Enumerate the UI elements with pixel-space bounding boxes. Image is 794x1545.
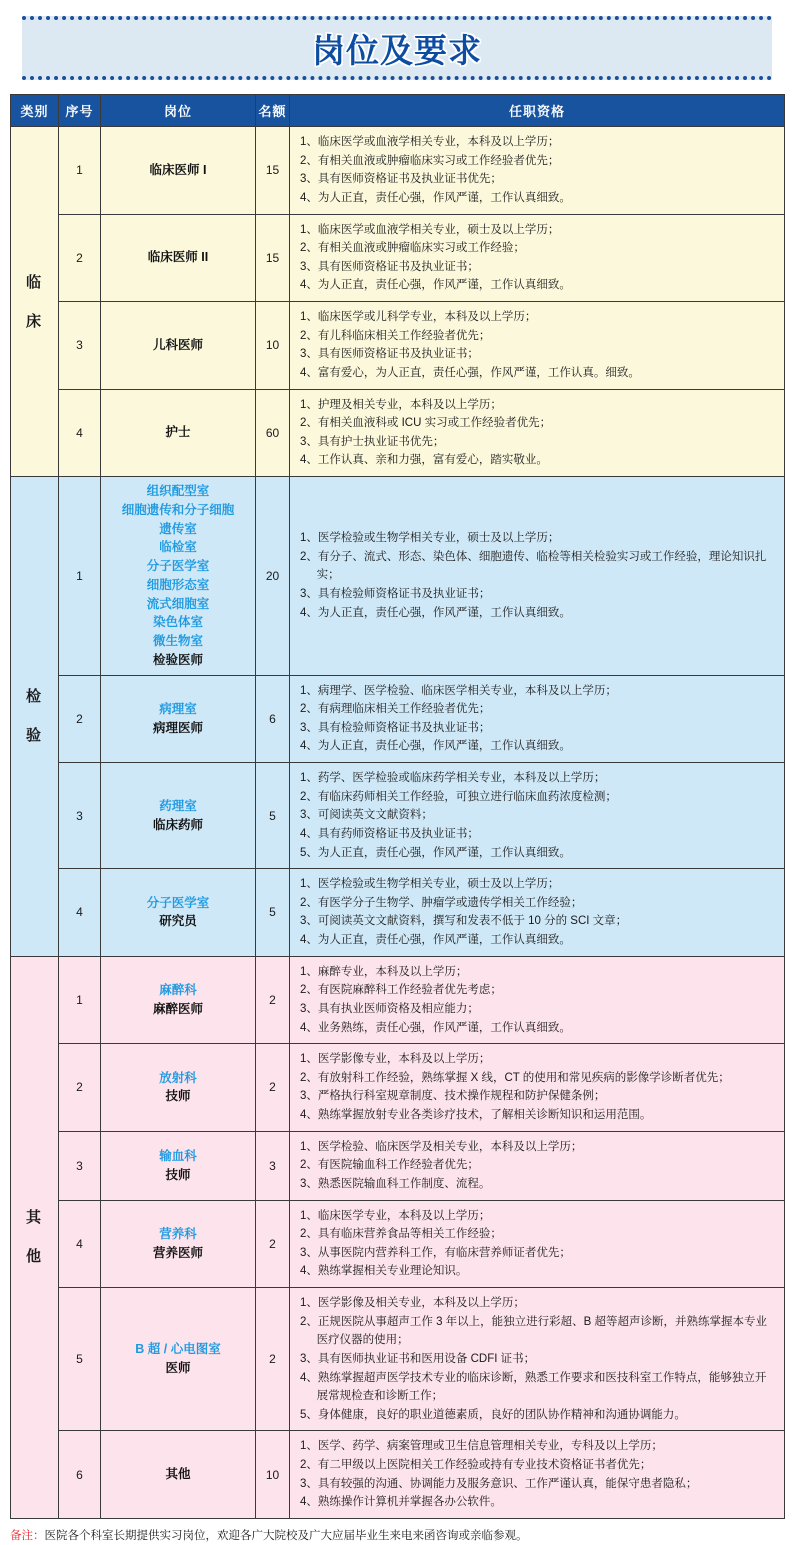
- requirements-cell: [290, 1431, 785, 1519]
- table-row: [11, 1200, 785, 1288]
- requirement-line: 3、从事医院内营养科工作，有临床营养师证者优先；: [300, 1246, 571, 1259]
- quota-cell: 10: [256, 1431, 290, 1519]
- requirement-line: 5、为人正直，责任心强，作风严谨，工作认真细致。: [300, 846, 571, 859]
- position-cell: [101, 477, 256, 676]
- banner-inner: [22, 16, 772, 80]
- requirement-line: 1、医学、药学、病案管理或卫生信息管理相关专业，专科及以上学历；: [300, 1440, 663, 1453]
- quota-cell: 10: [256, 302, 290, 390]
- position-department: 病理室: [159, 702, 197, 716]
- banner: [10, 16, 784, 80]
- requirement-line: 2、有医院麻醉科工作经验者优先考虑；: [300, 984, 502, 997]
- header-index: 序号: [59, 95, 101, 127]
- position-department: 分子医学室: [146, 559, 210, 573]
- requirement-line: 5、身体健康，良好的职业道德素质，良好的团队协作精神和沟通协调能力。: [300, 1408, 686, 1421]
- requirement-line: 4、工作认真、亲和力强，富有爱心，踏实敬业。: [300, 454, 548, 467]
- table-row: [11, 675, 785, 763]
- position-role: 检验医师: [152, 652, 203, 667]
- requirement-line: 1、医学检验或生物学相关专业，硕士及以上学历；: [300, 532, 560, 545]
- requirement-line: 3、具有医师执业证书和医用设备 CDFI 证书；: [300, 1352, 536, 1365]
- requirement-line: 2、有相关血液或肿瘤临床实习或工作经验；: [300, 242, 525, 255]
- requirement-line: 3、具有执业医师资格及相应能力；: [300, 1002, 479, 1015]
- row-index: 3: [59, 302, 101, 390]
- quota-cell: 6: [256, 675, 290, 763]
- requirements-cell: [290, 1131, 785, 1200]
- table-row: [11, 956, 785, 1044]
- table-row: [11, 389, 785, 477]
- position-role: 护士: [165, 425, 191, 440]
- requirement-line: 4、具有药师资格证书及执业证书；: [300, 827, 479, 840]
- quota-cell: 2: [256, 1200, 290, 1288]
- requirement-line: 2、有医院输血科工作经验者优先；: [300, 1159, 479, 1172]
- position-department: 染色体室: [152, 615, 203, 630]
- position-department: 临检室: [159, 540, 197, 555]
- category-char: 他: [25, 1248, 43, 1266]
- category-char: 其: [25, 1209, 43, 1227]
- requirement-line: 4、为人正直，责任心强，作风严谨，工作认真细致。: [300, 934, 571, 946]
- requirements-cell: [290, 675, 785, 763]
- requirements-cell: [290, 1200, 785, 1288]
- requirement-line: 1、医学影像及相关专业，本科及以上学历；: [300, 1297, 525, 1309]
- requirement-line: 4、为人正直，责任心强，作风严谨，工作认真细致。: [300, 606, 571, 619]
- table-row: [11, 869, 785, 957]
- requirement-line: 1、临床医学或血液学相关专业，硕士及以上学历；: [300, 223, 560, 236]
- requirements-cell: [290, 869, 785, 957]
- table-row: [11, 763, 785, 869]
- position-department: 营养科: [159, 1227, 197, 1241]
- requirement-line: 3、具有较强的沟通、协调能力及服务意识、工作严谨认真，能保守患者隐私；: [300, 1477, 698, 1490]
- requirement-line: 2、有儿科临床相关工作经验者优先；: [300, 329, 491, 342]
- page-root: [0, 16, 794, 1545]
- requirement-line: 2、有放射科工作经验，熟练掌握 X 线，CT 的使用和常见疾病的影像学诊断者优先；: [300, 1071, 730, 1084]
- requirements-cell: [290, 127, 785, 215]
- footer-note: [10, 1528, 784, 1545]
- footer-note-label: 备注：: [10, 1529, 45, 1542]
- quota-cell: 2: [256, 1044, 290, 1132]
- position-role: 儿科医师: [152, 337, 203, 352]
- requirement-line: 2、具有临床营养食品等相关工作经验；: [300, 1228, 502, 1241]
- row-index: 5: [59, 1288, 101, 1431]
- quota-cell: 5: [256, 763, 290, 869]
- requirement-line: 1、药学、医学检验或临床药学相关专业，本科及以上学历；: [300, 772, 606, 784]
- position-department: 细胞遗传和分子细胞: [121, 502, 235, 517]
- requirement-line: 4、为人正直，责任心强，作风严谨，工作认真细致。: [300, 279, 571, 292]
- requirement-line: 1、护理及相关专业，本科及以上学历；: [300, 398, 502, 411]
- category-char: 验: [25, 727, 43, 745]
- footer-note-text: 医院各个科室长期提供实习岗位，欢迎各广大院校及广大应届毕业生来电来函咨询或亲临参观。: [44, 1529, 528, 1542]
- position-department: 遗传室: [159, 521, 197, 536]
- row-index: 1: [59, 956, 101, 1044]
- requirement-line: 4、熟练掌握超声医学技术专业的临床诊断，熟悉工作要求和医技科室工作特点，能够独立开展常规检查和诊断工作；: [300, 1371, 767, 1403]
- row-index: 3: [59, 763, 101, 869]
- position-department: 组织配型室: [146, 484, 210, 498]
- header-quota: 名额: [256, 95, 290, 127]
- table-row: [11, 1431, 785, 1519]
- requirement-line: 1、病理学、医学检验、临床医学相关专业，本科及以上学历；: [300, 684, 617, 697]
- requirement-line: 4、熟练掌握相关专业理论知识。: [300, 1265, 468, 1278]
- requirement-line: 2、有病理临床相关工作经验者优先；: [300, 703, 491, 716]
- position-department: B 超 / 心电图室: [135, 1342, 221, 1357]
- requirement-line: 3、具有医师资格证书及执业证书优先；: [300, 173, 502, 186]
- position-role: 病理医师: [152, 720, 203, 735]
- quota-cell: 60: [256, 389, 290, 477]
- jobs-table-body: [11, 127, 785, 1519]
- quota-cell: 2: [256, 1288, 290, 1431]
- requirement-line: 4、业务熟练，责任心强，作风严谨，工作认真细致。: [300, 1021, 571, 1034]
- position-role: 医师: [165, 1361, 191, 1376]
- requirement-line: 3、严格执行科室规章制度、技术操作规程和防护保健条例；: [300, 1090, 606, 1103]
- requirement-line: 1、临床医学或儿科学专业，本科及以上学历；: [300, 311, 537, 323]
- requirement-line: 3、具有医师资格证书及执业证书；: [300, 348, 479, 361]
- position-cell: [101, 302, 256, 390]
- table-row: [11, 302, 785, 390]
- position-cell: [101, 869, 256, 957]
- requirement-line: 2、有相关血液科或 ICU 实习或工作经验者优先；: [300, 417, 552, 430]
- requirements-cell: [290, 763, 785, 869]
- position-cell: [101, 956, 256, 1044]
- position-cell: [101, 389, 256, 477]
- row-index: 2: [59, 214, 101, 302]
- position-cell: [101, 1131, 256, 1200]
- requirement-line: 4、为人正直，责任心强，作风严谨，工作认真细致。: [300, 740, 571, 753]
- row-index: 4: [59, 869, 101, 957]
- position-cell: [101, 1044, 256, 1132]
- row-index: 1: [59, 477, 101, 676]
- position-cell: [101, 1288, 256, 1431]
- quota-cell: 2: [256, 956, 290, 1044]
- position-role: 临床药师: [152, 817, 203, 832]
- category-char: 临: [25, 273, 43, 291]
- requirements-cell: [290, 302, 785, 390]
- row-index: 4: [59, 389, 101, 477]
- requirement-line: 2、有相关血液或肿瘤临床实习或工作经验者优先；: [300, 154, 560, 167]
- requirement-line: 4、熟练掌握放射专业各类诊疗技术，了解相关诊断知识和运用范围。: [300, 1109, 652, 1121]
- position-cell: [101, 1431, 256, 1519]
- position-role: 技师: [165, 1167, 191, 1182]
- requirement-line: 4、为人正直，责任心强，作风严谨，工作认真细致。: [300, 191, 571, 204]
- requirement-line: 4、富有爱心，为人正直，责任心强，作风严谨，工作认真。细致。: [300, 366, 640, 379]
- requirement-line: 1、医学检验或生物学相关专业，硕士及以上学历；: [300, 878, 560, 891]
- position-department: 放射科: [159, 1070, 197, 1085]
- category-cell: [11, 477, 59, 957]
- requirements-cell: [290, 1288, 785, 1431]
- table-row: [11, 1044, 785, 1132]
- requirement-line: 1、医学检验、临床医学及相关专业，本科及以上学历；: [300, 1140, 583, 1153]
- requirements-cell: [290, 956, 785, 1044]
- position-role: 技师: [165, 1089, 191, 1104]
- quota-cell: 15: [256, 214, 290, 302]
- position-role: 其他: [165, 1467, 191, 1482]
- requirements-cell: [290, 1044, 785, 1132]
- row-index: 3: [59, 1131, 101, 1200]
- position-role: 研究员: [159, 914, 197, 929]
- row-index: 2: [59, 1044, 101, 1132]
- requirement-line: 3、可阅读英文文献资料，撰写和发表不低于 10 分的 SCI 文章；: [300, 915, 628, 928]
- quota-cell: 20: [256, 477, 290, 676]
- position-cell: [101, 214, 256, 302]
- quota-cell: 5: [256, 869, 290, 957]
- requirement-line: 1、麻醉专业，本科及以上学历；: [300, 965, 468, 978]
- position-cell: [101, 763, 256, 869]
- requirements-cell: [290, 214, 785, 302]
- requirement-line: 1、临床医学或血液学相关专业，本科及以上学历；: [300, 136, 560, 148]
- requirement-line: 2、有临床药师相关工作经验，可独立进行临床血药浓度检测；: [300, 790, 617, 803]
- position-department: 分子医学室: [146, 895, 210, 910]
- header-requirements: 任职资格: [290, 95, 785, 127]
- category-char: 检: [25, 688, 43, 706]
- position-cell: [101, 675, 256, 763]
- jobs-table: [10, 94, 785, 1519]
- requirements-cell: [290, 477, 785, 676]
- position-department: 输血科: [159, 1148, 197, 1163]
- table-row: [11, 1288, 785, 1431]
- position-role: 麻醉医师: [152, 1001, 203, 1016]
- header-category: 类别: [11, 95, 59, 127]
- requirement-line: 3、具有检验师资格证书及执业证书；: [300, 721, 491, 734]
- requirement-line: 3、具有医师资格证书及执业证书；: [300, 260, 479, 273]
- position-role: 临床医师 I: [149, 162, 207, 177]
- requirement-line: 1、医学影像专业，本科及以上学历；: [300, 1053, 491, 1066]
- quota-cell: 15: [256, 127, 290, 215]
- category-cell: [11, 956, 59, 1518]
- requirement-line: 3、熟悉医院输血科工作制度、流程。: [300, 1177, 491, 1190]
- requirement-line: 2、有医学分子生物学、肿瘤学或遗传学相关工作经验；: [300, 896, 583, 909]
- requirement-line: 4、熟练操作计算机并掌握各办公软件。: [300, 1496, 502, 1509]
- position-department: 流式细胞室: [146, 596, 210, 611]
- table-row: [11, 127, 785, 215]
- requirement-line: 3、具有检验师资格证书及执业证书；: [300, 588, 491, 601]
- requirements-cell: [290, 389, 785, 477]
- table-header-row: [11, 95, 785, 127]
- requirement-line: 1、临床医学专业，本科及以上学历；: [300, 1209, 491, 1222]
- table-row: [11, 214, 785, 302]
- requirement-line: 3、具有护士执业证书优先；: [300, 435, 445, 448]
- page-title: 岗位及要求: [312, 31, 482, 69]
- row-index: 4: [59, 1200, 101, 1288]
- position-department: 麻醉科: [159, 983, 197, 998]
- requirement-line: 2、有二甲级以上医院相关工作经验或持有专业技术资格证书者优先；: [300, 1459, 652, 1471]
- quota-cell: 3: [256, 1131, 290, 1200]
- row-index: 6: [59, 1431, 101, 1519]
- row-index: 1: [59, 127, 101, 215]
- position-cell: [101, 1200, 256, 1288]
- position-department: 药理室: [159, 798, 197, 813]
- position-role: 营养医师: [152, 1245, 203, 1260]
- row-index: 2: [59, 675, 101, 763]
- position-cell: [101, 127, 256, 215]
- header-position: 岗位: [101, 95, 256, 127]
- position-role: 临床医师 II: [147, 250, 209, 265]
- position-department: 细胞形态室: [146, 577, 210, 592]
- category-char: 床: [25, 312, 43, 330]
- requirement-line: 2、有分子、流式、形态、染色体、细胞遗传、临检等相关检验实习或工作经验，理论知识扎实；: [300, 550, 767, 582]
- table-row: [11, 477, 785, 676]
- requirement-line: 2、正规医院从事超声工作 3 年以上，能独立进行彩超、B 超等超声诊断，并熟练掌握本专业医疗仪器的使用；: [300, 1315, 768, 1347]
- table-row: [11, 1131, 785, 1200]
- category-cell: [11, 127, 59, 477]
- requirement-line: 3、可阅读英文文献资料；: [300, 809, 433, 822]
- position-department: 微生物室: [152, 634, 203, 648]
